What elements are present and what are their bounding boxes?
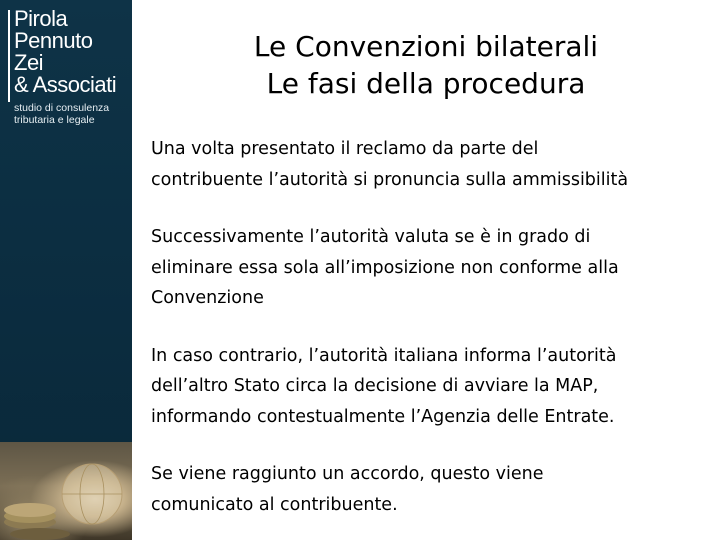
logo-line-3: Zei <box>14 50 44 75</box>
text-line: eliminare essa sola all’imposizione non conforme alla <box>151 257 619 278</box>
coins-globe-image <box>0 442 132 540</box>
text-line: informando contestualmente l’Agenzia delle Entrate. <box>151 406 615 427</box>
paragraph-4 <box>151 459 711 520</box>
text-line: In caso contrario, l’autorità italiana informa l’autorità <box>151 345 617 366</box>
slide-title <box>132 28 720 102</box>
logo-tagline-1: studio di consulenza <box>14 102 110 114</box>
paragraph-3 <box>151 341 711 433</box>
paragraph-1 <box>151 134 711 195</box>
logo-line-2: Pennuto <box>14 28 93 53</box>
text-line: Una volta presentato il reclamo da parte del <box>151 139 539 159</box>
slide-body <box>151 134 711 547</box>
logo-tagline-2: tributaria e legale <box>14 114 95 126</box>
firm-logo <box>8 8 128 126</box>
text-line: Successivamente l’autorità valuta se è in grado di <box>151 227 591 247</box>
paragraph-2 <box>151 222 711 314</box>
title-line-1: Le Convenzioni bilaterali <box>253 30 599 63</box>
logo-line-1: Pirola <box>14 6 68 31</box>
text-line: dell’altro Stato circa la decisione di avviare la MAP, <box>151 376 599 396</box>
text-line: comunicato al contribuente. <box>151 494 398 515</box>
title-line-2: Le fasi della procedura <box>266 67 586 100</box>
logo-divider <box>8 10 10 102</box>
logo-line-4: & Associati <box>14 72 117 97</box>
text-line: Se viene raggiunto un accordo, questo viene <box>151 464 544 484</box>
text-line: contribuente l’autorità si pronuncia sulla ammissibilità <box>151 169 629 190</box>
sidebar-panel <box>0 0 132 540</box>
text-line: Convenzione <box>151 288 264 308</box>
